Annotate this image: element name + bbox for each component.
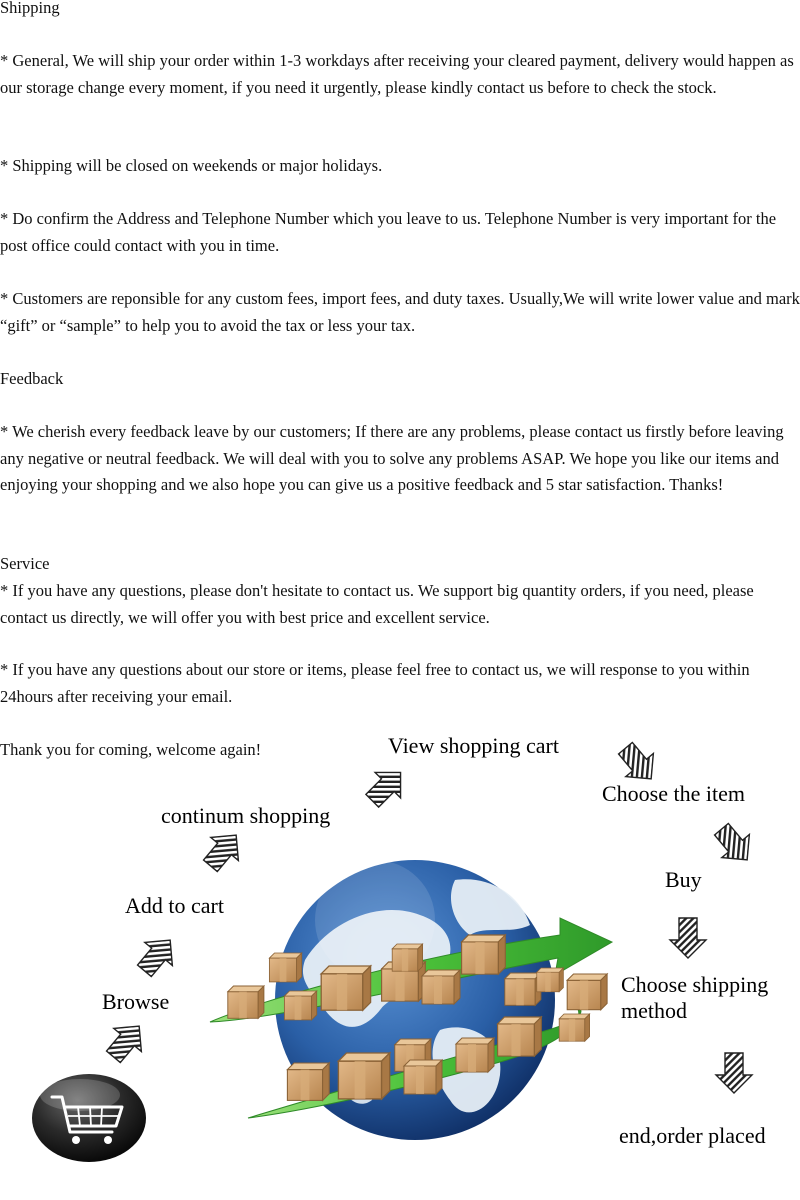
feedback-paragraph: * We cherish every feedback leave by our customers; If there are any problems, please contact us firstly before leaving any negative or neutral feedback. We will deal with you to solve any problems ASAP. We hope you like our items and enjoying your shopping and we also hope you can give us a positive feedback and 5 star satisfaction. Thanks!: [0, 422, 784, 494]
shipping-customs-paragraph: * Customers are reponsible for any custom fees, import fees, and duty taxes. Usually,We will write lower value and mark “gift” or “sample” to help you to avoid the tax or less your tax.: [0, 289, 800, 335]
shipping-general-paragraph: * General, We will ship your order within 1-3 workdays after receiving your cleared payment, delivery would happen as our storage change every moment, if you need it urgently, please kindly contact us before to check the stock.: [0, 51, 794, 97]
striped-arrow-icon: [708, 818, 761, 872]
closing-text: Thank you for coming, welcome again!: [0, 740, 262, 759]
striped-arrow-icon: [131, 929, 184, 983]
striped-arrow-icon: [197, 824, 250, 878]
striped-arrow-icon: [100, 1015, 153, 1069]
step-choose-item: Choose the item: [602, 781, 745, 806]
feedback-heading: Feedback: [0, 369, 64, 388]
striped-arrow-icon: [716, 1053, 752, 1093]
step-browse: Browse: [102, 989, 170, 1014]
step-view-shopping-cart: View shopping cart: [388, 733, 559, 758]
step-continue-shopping: continum shopping: [161, 803, 331, 828]
cart-icon: [32, 1074, 146, 1162]
step-buy: Buy: [665, 867, 702, 892]
step-choose-shipping-line1: Choose shipping: [621, 972, 769, 997]
step-add-to-cart: Add to cart: [125, 893, 224, 918]
shipping-address-paragraph: * Do confirm the Address and Telephone Number which you leave to us. Telephone Number is very important for the post office could contact with you in time.: [0, 209, 777, 255]
striped-arrow-icon: [670, 918, 706, 958]
service-heading: Service: [0, 554, 50, 573]
shipping-weekends-paragraph: * Shipping will be closed on weekends or major holidays.: [0, 156, 383, 175]
service-response-paragraph: * If you have any questions about our store or items, please feel free to contact us, we will response to you within 24hours after receiving your email.: [0, 660, 750, 706]
striped-arrow-icon: [360, 760, 414, 814]
step-choose-shipping-line2: method: [621, 998, 687, 1023]
service-orders-paragraph: * If you have any questions, please don't hesitate to contact us. We support big quantity orders, if you need, please contact us directly, we will offer you with best price and excellent service.: [0, 581, 754, 627]
shipping-heading: Shipping: [0, 0, 60, 17]
step-order-placed: end,order placed: [619, 1123, 766, 1148]
